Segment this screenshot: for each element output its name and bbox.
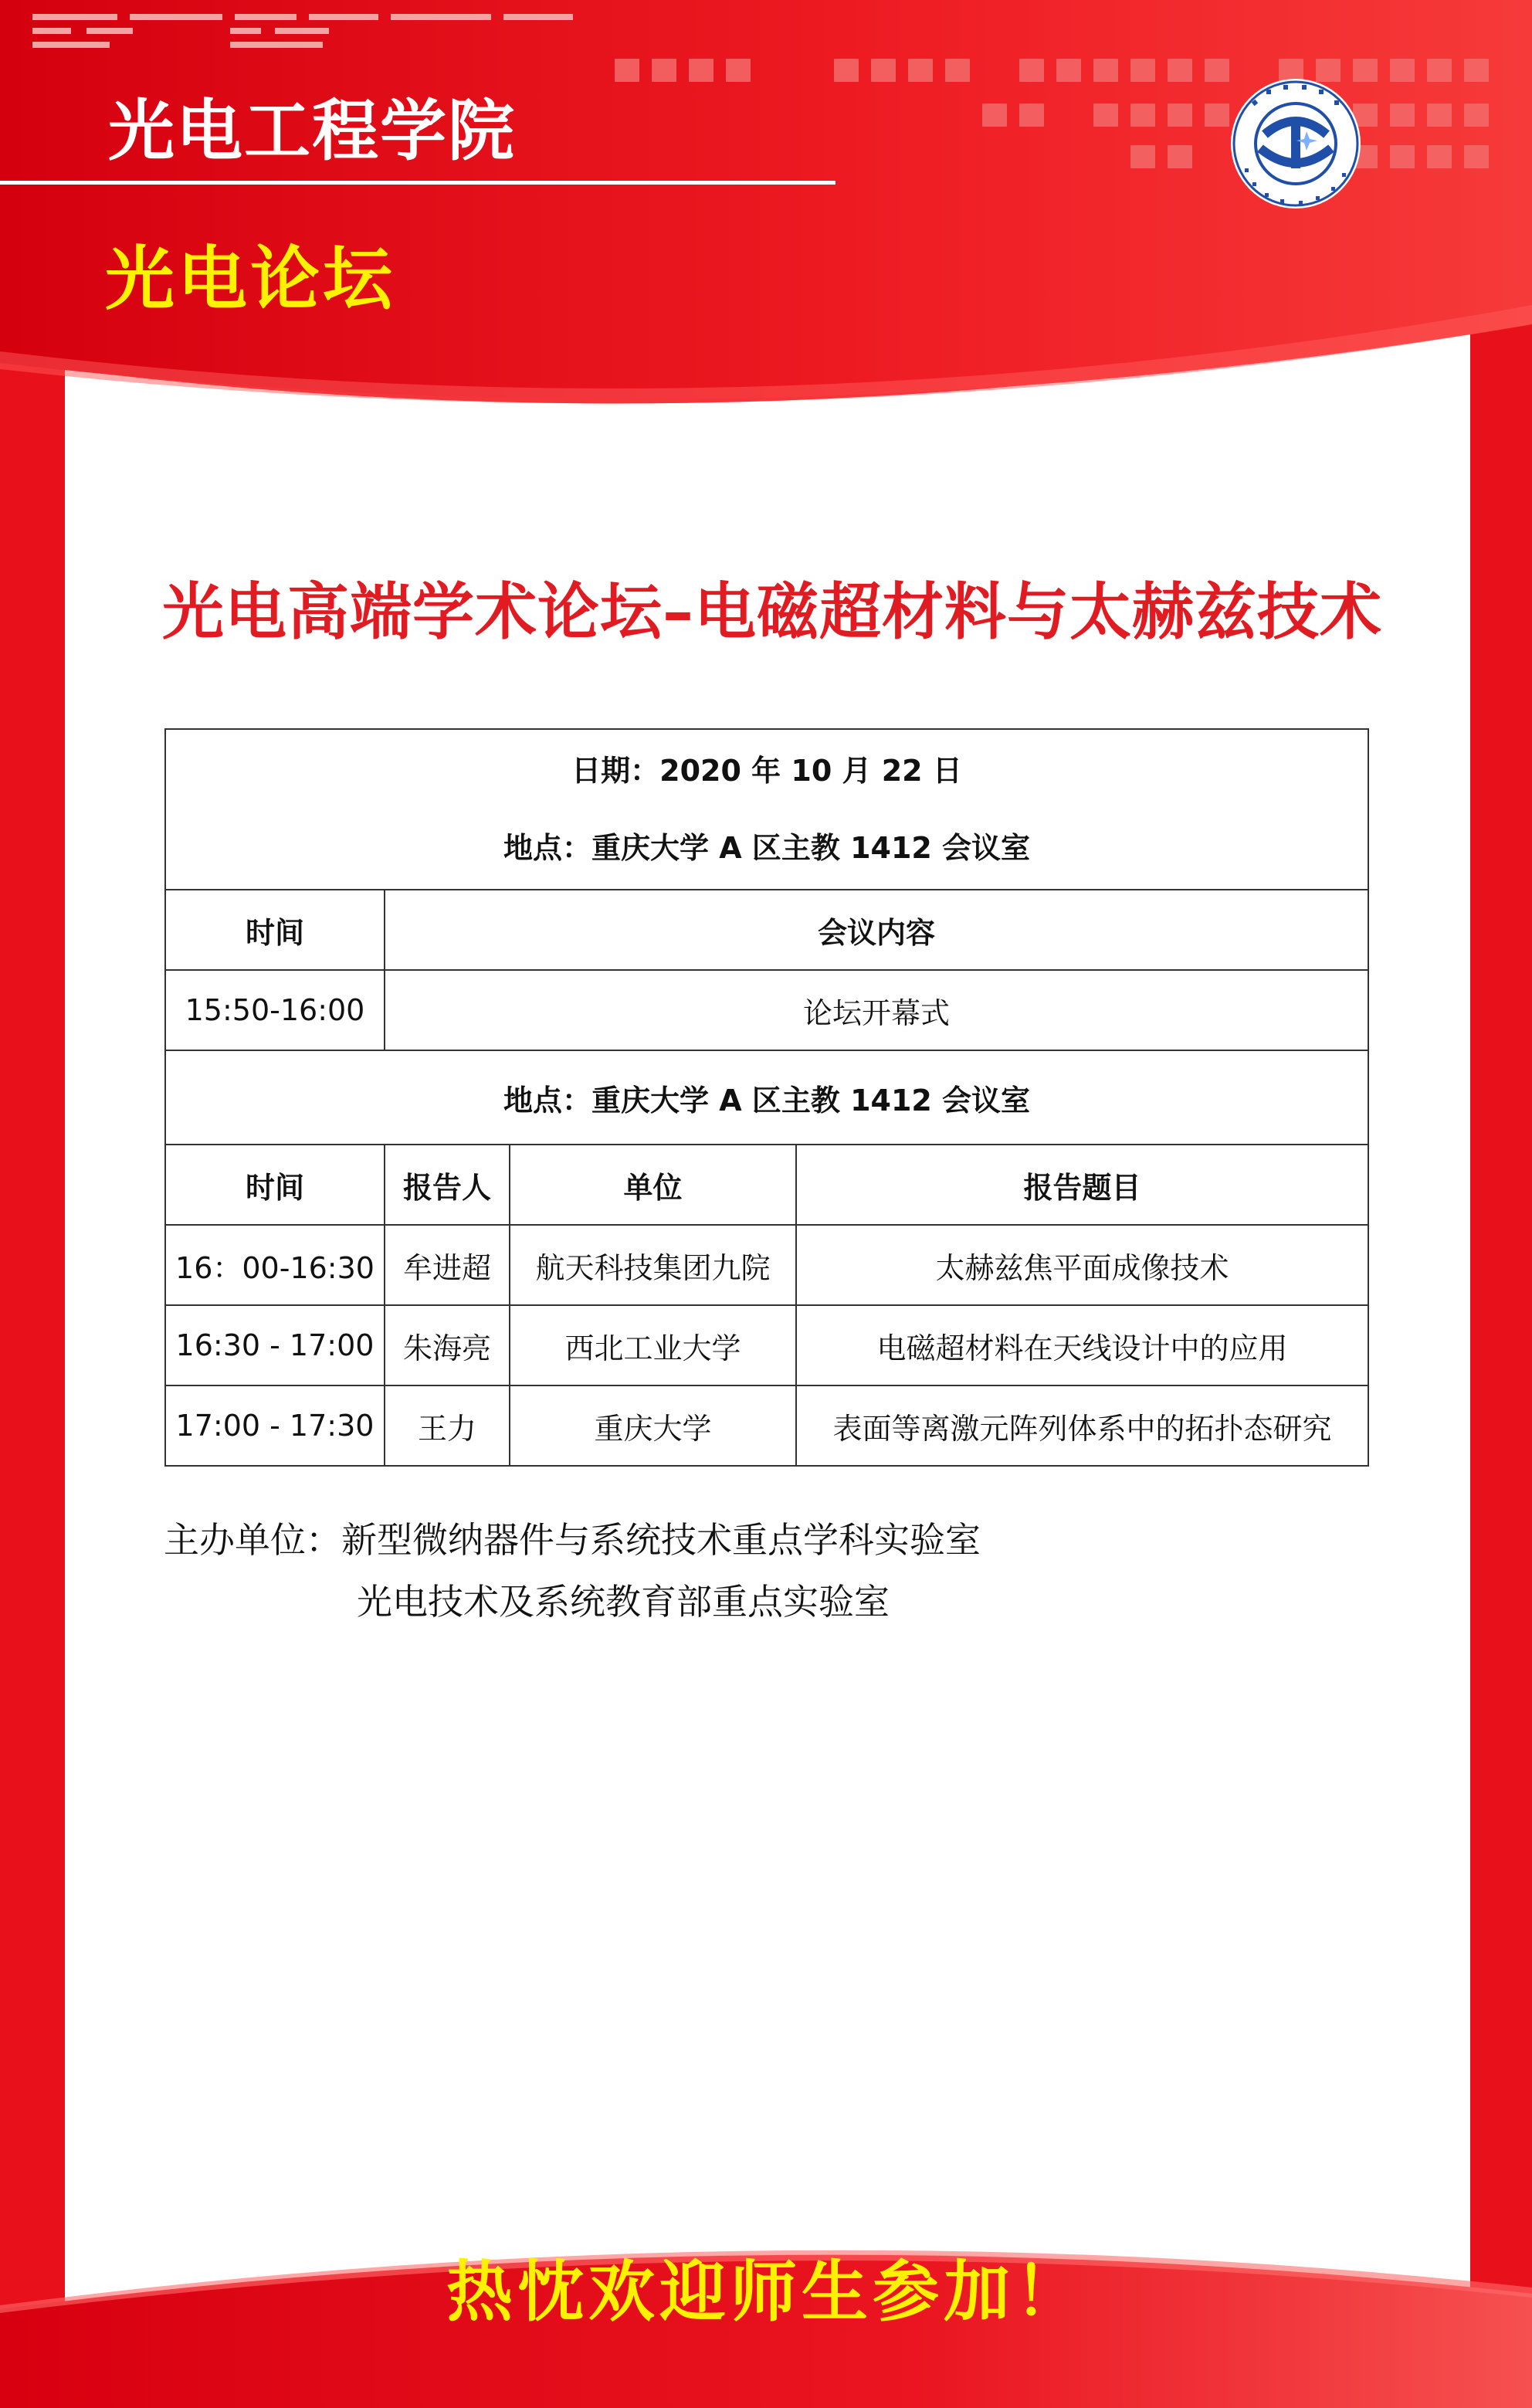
opening-header-row — [165, 890, 1368, 970]
college-name: 光电工程学院 — [108, 92, 516, 170]
talk-time: 17:00 - 17:30 — [165, 1385, 385, 1466]
organizer-line-2: 光电技术及系统教育部重点实验室 — [357, 1581, 890, 1623]
welcome-message: 热忱欢迎师生参加！ — [446, 2254, 1086, 2331]
opening-time: 15:50-16:00 — [165, 970, 385, 1050]
schedule-table — [164, 728, 1369, 1467]
table-row — [165, 1225, 1368, 1305]
talk-speaker: 王力 — [385, 1385, 510, 1466]
opening-content: 论坛开幕式 — [385, 970, 1368, 1050]
header-content: 会议内容 — [385, 890, 1368, 970]
venue-line: 地点：重庆大学 A 区主教 1412 会议室 — [503, 831, 1031, 865]
forum-title: 光电高端学术论坛–电磁超材料与太赫兹技术 — [162, 576, 1382, 648]
organizer-line-1: 主办单位：新型微纳器件与系统技术重点学科实验室 — [164, 1519, 981, 1561]
talk-topic: 电磁超材料在天线设计中的应用 — [796, 1305, 1368, 1385]
talk-topic: 太赫兹焦平面成像技术 — [796, 1225, 1368, 1305]
header-divider — [0, 181, 835, 185]
talk-topic: 表面等离激元阵列体系中的拓扑态研究 — [796, 1385, 1368, 1466]
talk-time: 16:30 - 17:00 — [165, 1305, 385, 1385]
talk-time: 16：00-16:30 — [165, 1225, 385, 1305]
header-unit: 单位 — [510, 1145, 796, 1225]
talk-speaker: 朱海亮 — [385, 1305, 510, 1385]
header-time: 时间 — [165, 890, 385, 970]
header-topic: 报告题目 — [796, 1145, 1368, 1225]
college-logo — [1229, 77, 1362, 210]
opening-row — [165, 970, 1368, 1050]
venue-line-2: 地点：重庆大学 A 区主教 1412 会议室 — [165, 1050, 1368, 1145]
talk-header-row — [165, 1145, 1368, 1225]
header-speaker: 报告人 — [385, 1145, 510, 1225]
forum-name: 光电论坛 — [105, 238, 395, 320]
talk-unit: 西北工业大学 — [510, 1305, 796, 1385]
talk-unit: 重庆大学 — [510, 1385, 796, 1466]
date-venue-cell — [165, 729, 1368, 890]
venue-row — [165, 1050, 1368, 1145]
header-time: 时间 — [165, 1145, 385, 1225]
talk-unit: 航天科技集团九院 — [510, 1225, 796, 1305]
table-row — [165, 1385, 1368, 1466]
talk-speaker: 牟进超 — [385, 1225, 510, 1305]
date-line: 日期：2020 年 10 月 22 日 — [571, 754, 962, 788]
table-row — [165, 1305, 1368, 1385]
